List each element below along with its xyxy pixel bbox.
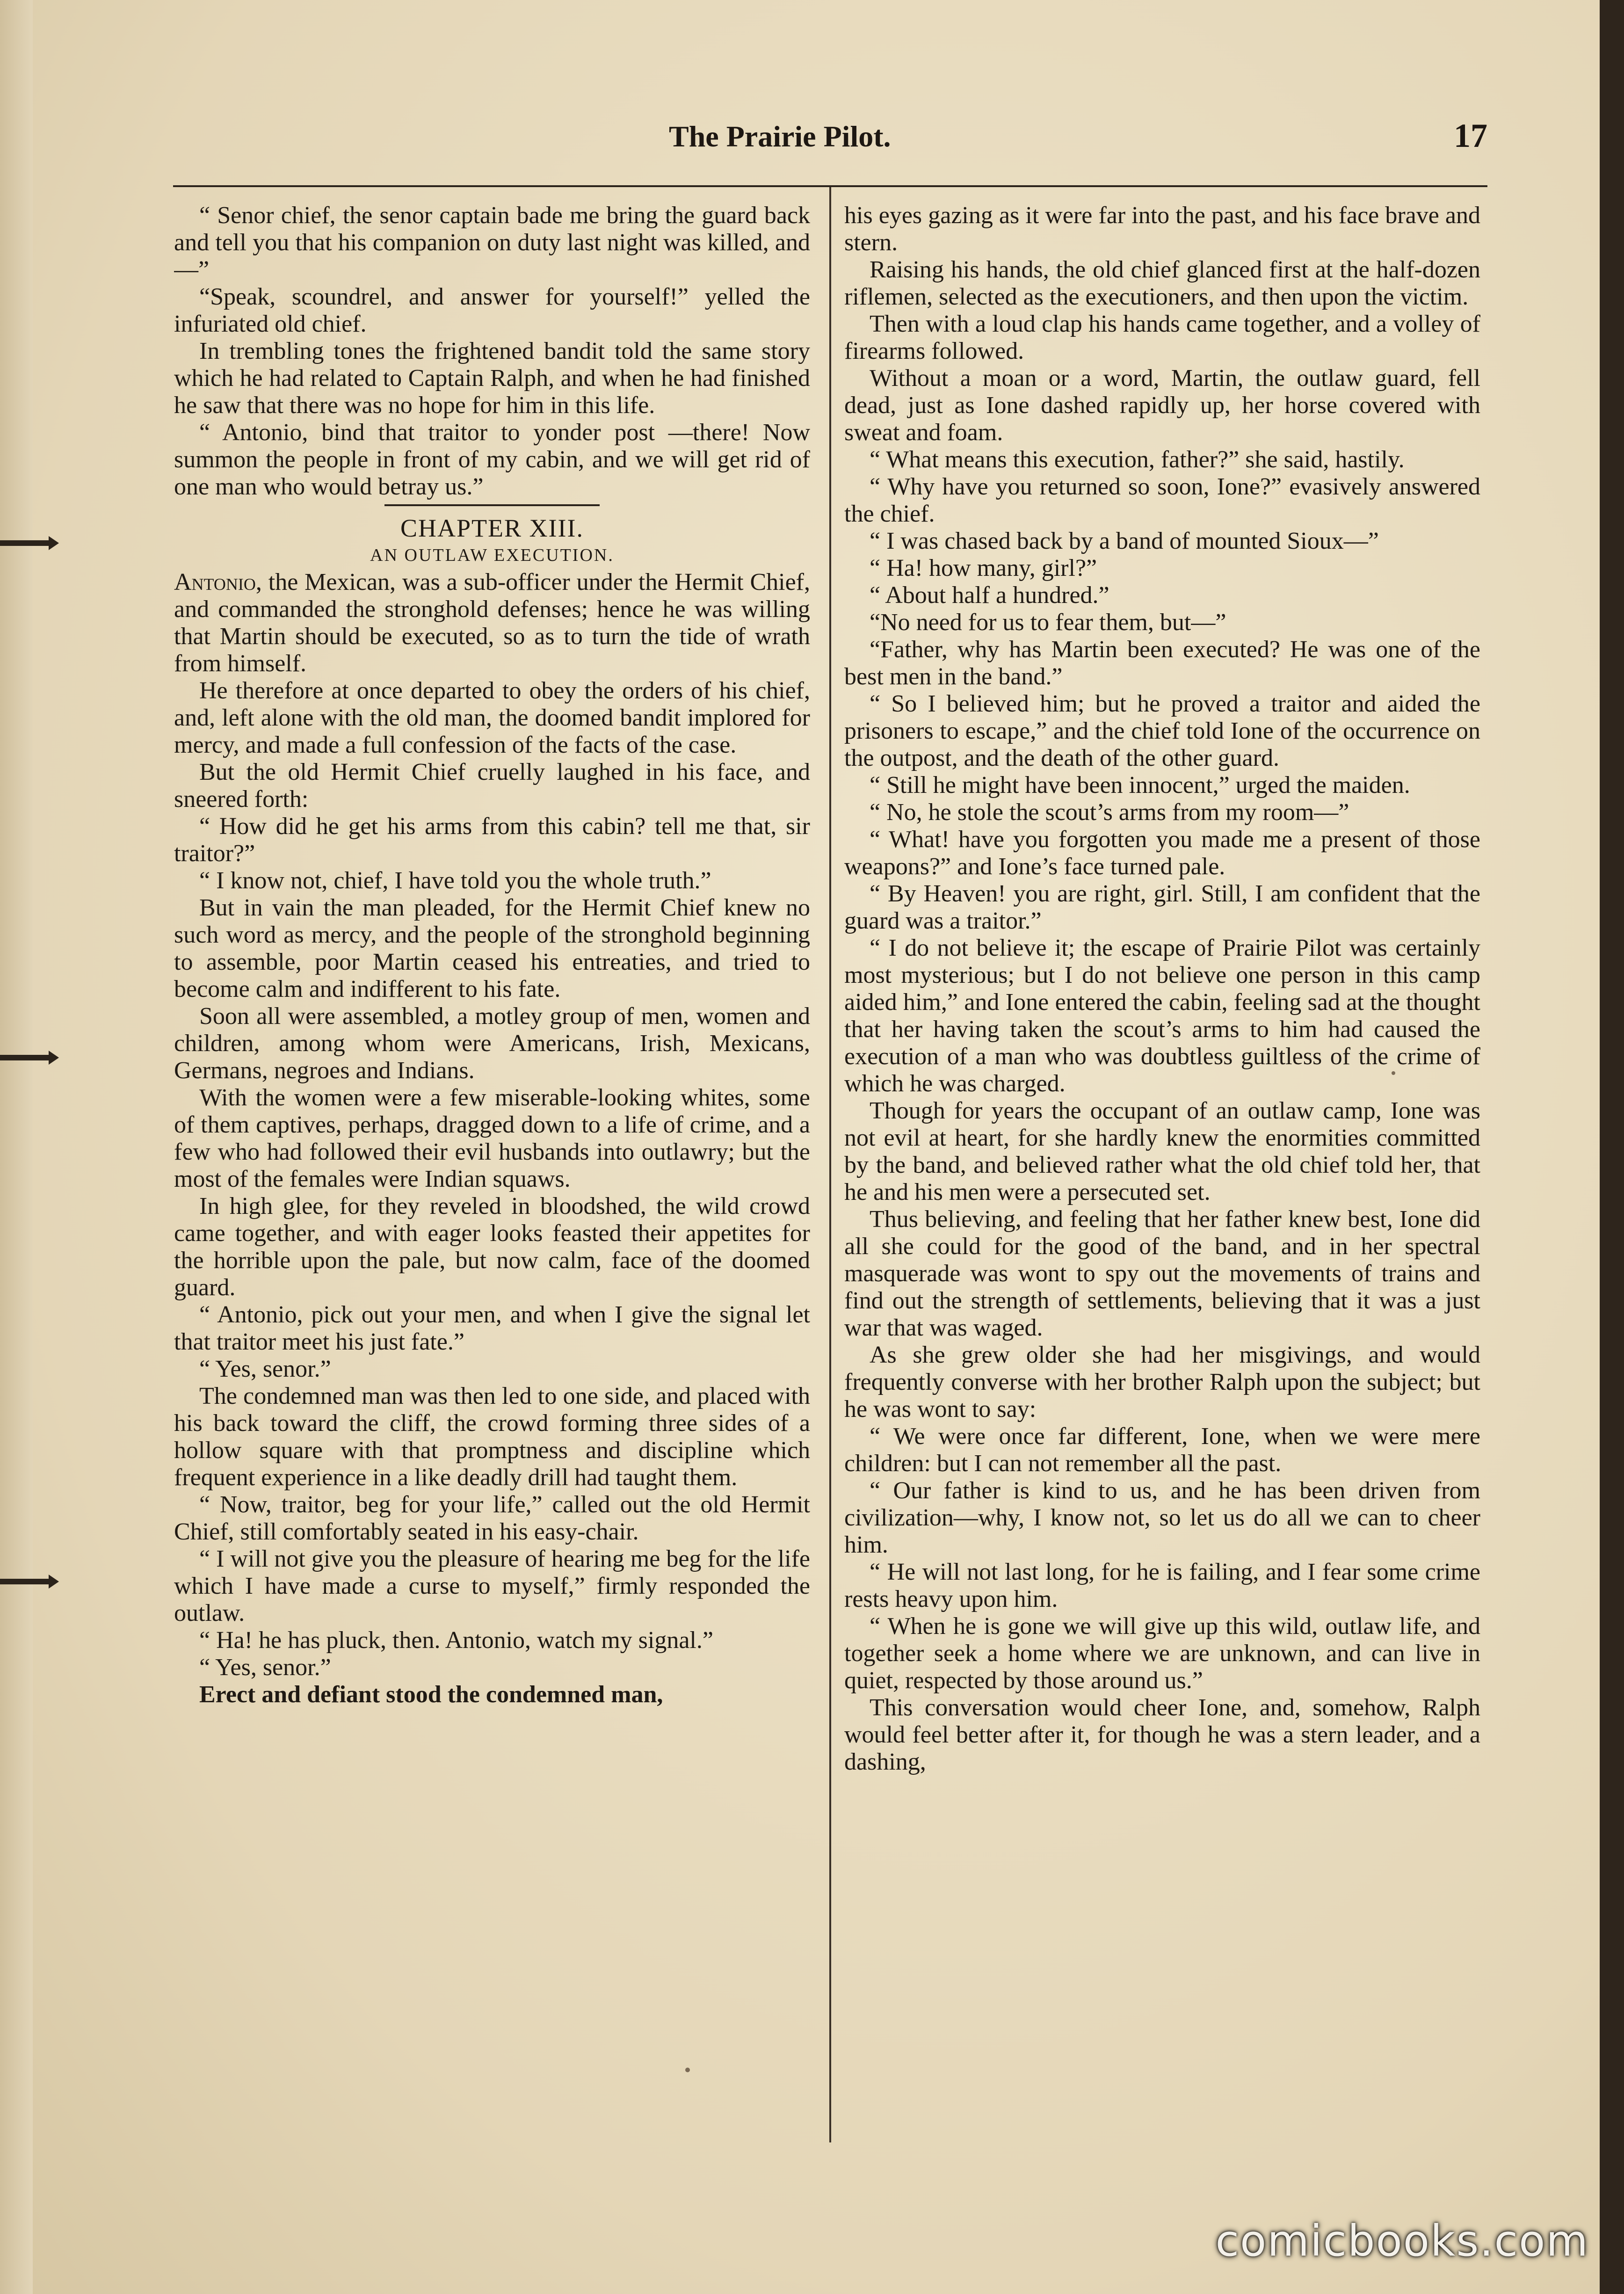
paragraph: “ Ha! he has pluck, then. Antonio, watch my signal.” <box>199 1627 713 1654</box>
paragraph: With the women were a few miserable-looking whites, some of them captives, perhaps, dragged down to a life of crime, and a few who had followed their evil husbands into outlawry; but the most of the females were Indian squaws. <box>174 1084 810 1192</box>
page-edge-shadow <box>1600 0 1624 2294</box>
paragraph: “ I will not give you the pleasure of hearing me beg for the life which I have made a curse to myself,” firmly responded the outlaw. <box>174 1546 810 1626</box>
paragraph: “ Antonio, bind that traitor to yonder post —there! Now summon the people in front of my cabin, and we will get rid of one man who would betray us.” <box>174 419 810 500</box>
chapter-divider <box>384 504 600 506</box>
chapter-subtitle: AN OUTLAW EXECUTION. <box>370 545 614 565</box>
paragraph: “ Antonio, pick out your men, and when I give the signal let that traitor meet his just fate.” <box>174 1301 810 1355</box>
paragraph: Though for years the occupant of an outlaw camp, Ione was not evil at heart, for she hardly knew the enormities committed by the band, and believed rather what the old chief told her, that he and his men were a persecuted set. <box>844 1097 1480 1205</box>
paragraph: “Speak, scoundrel, and answer for yourself!” yelled the infuriated old chief. <box>174 283 810 337</box>
paragraph: “ I do not believe it; the escape of Prairie Pilot was certainly most mysterious; but I do not believe one person in this camp aided him,” and Ione entered the cabin, feeling sad at the thought that her having taken the scout’s arms to him had caused the execution of a man who was doubtless guiltless of the crime of which he was charged. <box>844 935 1480 1097</box>
binding-mark <box>0 540 51 546</box>
paragraph: In trembling tones the frightened bandit told the same story which he had related to Captain Ralph, and when he had finished he saw that there was no hope for him in this life. <box>174 338 810 419</box>
paragraph: “ Yes, senor.” <box>199 1654 331 1681</box>
paper-speck <box>1392 1071 1395 1075</box>
paragraph: As she grew older she had her misgivings, and would frequently converse with her brother Ralph upon the subject; but he was wont to say: <box>844 1342 1480 1423</box>
paragraph: But in vain the man pleaded, for the Hermit Chief knew no such word as mercy, and the people of the stronghold beginning to assemble, poor Martin ceased his entreaties, and tried to become calm and indifferent to his fate. <box>174 894 810 1002</box>
paragraph: “ We were once far different, Ione, when we were mere children: but I can not remember all the past. <box>844 1423 1480 1477</box>
paragraph: “ He will not last long, for he is failing, and I fear some crime rests heavy upon him. <box>844 1559 1480 1612</box>
paragraph: “ What! have you forgotten you made me a present of those weapons?” and Ione’s face turned pale. <box>844 826 1480 880</box>
paragraph: his eyes gazing as it were far into the past, and his face brave and stern. <box>844 202 1480 256</box>
paragraph: Erect and defiant stood the condemned man, <box>199 1681 663 1708</box>
paragraph: Raising his hands, the old chief glanced first at the half-dozen riflemen, selected as the executioners, and then upon the victim. <box>844 256 1480 310</box>
paragraph: “ How did he get his arms from this cabin? tell me that, sir traitor?” <box>174 813 810 867</box>
paper-speck <box>685 2068 690 2072</box>
running-title: The Prairie Pilot. <box>669 120 891 153</box>
paragraph: “ Now, traitor, beg for your life,” called out the old Hermit Chief, still comfortably seated in his easy-chair. <box>174 1491 810 1545</box>
column-divider <box>829 187 831 2142</box>
paragraph: “ By Heaven! you are right, girl. Still, I am confident that the guard was a traitor.” <box>844 880 1480 934</box>
paragraph: “ No, he stole the scout’s arms from my room—” <box>870 799 1349 826</box>
paragraph: Then with a loud clap his hands came together, and a volley of firearms followed. <box>844 311 1480 364</box>
paragraph: He therefore at once departed to obey the orders of his chief, and, left alone with the old man, the doomed bandit implored for mercy, and made a full confession of the facts of the case. <box>174 677 810 758</box>
paragraph: “ Why have you returned so soon, Ione?” evasively answered the chief. <box>844 473 1480 527</box>
paragraph: “Father, why has Martin been executed? He was one of the best men in the band.” <box>844 636 1480 690</box>
paragraph: Without a moan or a word, Martin, the outlaw guard, fell dead, just as Ione dashed rapidly up, her horse covered with sweat and foam. <box>844 365 1480 446</box>
page-number: 17 <box>1454 117 1487 154</box>
paragraph: “ Still he might have been innocent,” urged the maiden. <box>870 772 1410 799</box>
paragraph: “ I know not, chief, I have told you the whole truth.” <box>199 867 711 894</box>
text-column-left <box>174 202 810 2157</box>
binding-mark <box>0 1579 51 1584</box>
lead-word: Antonio <box>174 569 256 595</box>
page-header <box>173 119 1487 166</box>
paragraph: “ When he is gone we will give up this wild, outlaw life, and together seek a home where we are unknown, and can live in quiet, respected by those around us.” <box>844 1613 1480 1694</box>
text-column-right <box>844 202 1480 2157</box>
paragraph: The condemned man was then led to one side, and placed with his back toward the cliff, the crowd forming three sides of a hollow square with that promptness and discipline which frequent experience in a like deadly drill had taught them. <box>174 1383 810 1491</box>
watermark: comicbooks.com <box>1215 2216 1589 2266</box>
paragraph: In high glee, for they reveled in bloodshed, the wild crowd came together, and with eager looks feasted their appetites for the horrible upon the pale, but now calm, face of the doomed guard. <box>174 1193 810 1301</box>
paragraph: “ About half a hundred.” <box>870 582 1109 609</box>
binding-mark <box>0 1055 51 1060</box>
paragraph: But the old Hermit Chief cruelly laughed in his face, and sneered forth: <box>174 759 810 813</box>
paragraph: “ I was chased back by a band of mounted Sioux—” <box>870 528 1379 554</box>
paragraph: “ Ha! how many, girl?” <box>870 555 1097 581</box>
paragraph: “No need for us to fear them, but—” <box>870 609 1226 636</box>
paragraph-text: , the Mexican, was a sub-officer under the Hermit Chief, and commanded the stronghold defenses; hence he was willing that Martin should be executed, so as to turn the tide of wrath from himself. <box>174 569 810 677</box>
paragraph: “ Our father is kind to us, and he has been driven from civilization—why, I know not, so let us do all we can to cheer him. <box>844 1477 1480 1558</box>
paragraph: Thus believing, and feeling that her father knew best, Ione did all she could for the good of the band, and in her spectral masquerade was wont to spy out the movements of trains and find out the strength of settlements, believing that it was a just war that was waged. <box>844 1206 1480 1341</box>
paragraph: This conversation would cheer Ione, and, somehow, Ralph would feel better after it, for though he was a stern leader, and a dashing, <box>844 1694 1480 1775</box>
paragraph: “ Yes, senor.” <box>199 1356 331 1382</box>
paragraph: “ Senor chief, the senor captain bade me bring the guard back and tell you that his companion on duty last night was killed, and—” <box>174 202 810 283</box>
paragraph <box>174 569 810 677</box>
paragraph: “ What means this execution, father?” she said, hastily. <box>870 446 1405 473</box>
paragraph: Soon all were assembled, a motley group of men, women and children, among whom were Americans, Irish, Mexicans, Germans, negroes and Indians. <box>174 1003 810 1084</box>
paragraph: “ So I believed him; but he proved a traitor and aided the prisoners to escape,” and the chief told Ione of the occurrence on the outpost, and the death of the other guard. <box>844 690 1480 771</box>
page-gutter <box>0 0 33 2294</box>
chapter-title: CHAPTER XIII. <box>400 514 584 542</box>
